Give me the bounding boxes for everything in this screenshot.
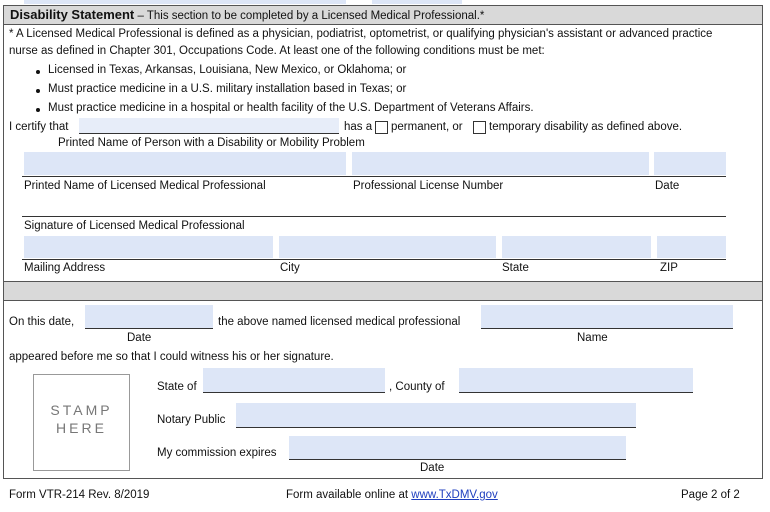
license-number-field[interactable]	[352, 152, 649, 175]
temporary-checkbox[interactable]	[473, 121, 486, 134]
permanent-checkbox[interactable]	[375, 121, 388, 134]
notary-name-underline	[481, 328, 733, 329]
stamp-label-2: HERE	[56, 420, 107, 436]
notary-public-underline	[236, 427, 636, 428]
professional-name-field[interactable]	[24, 152, 346, 175]
notary-band-bottom	[4, 300, 762, 301]
notary-state-field[interactable]	[203, 368, 385, 392]
appeared-text: appeared before me so that I could witness his or her signature.	[9, 351, 334, 363]
page-number: Page 2 of 2	[681, 489, 740, 501]
txdmv-link[interactable]: www.TxDMV.gov	[411, 489, 498, 501]
mailing-address-field[interactable]	[24, 236, 273, 258]
signature-caption: Signature of Licensed Medical Professional	[24, 220, 245, 232]
bullet-icon	[36, 108, 40, 112]
previous-section-field-fragment[interactable]	[24, 0, 346, 4]
notary-section-band	[4, 282, 762, 300]
certify-prefix: I certify that	[9, 121, 69, 133]
section-title: Disability Statement	[10, 7, 135, 22]
city-caption: City	[280, 262, 300, 274]
address-underline	[22, 259, 726, 260]
definition-line-1: * A Licensed Medical Professional is defined as a physician, podiatrist, optometrist, or qualifying physician's assistant or advanced practice	[9, 28, 713, 40]
person-name-field[interactable]	[79, 118, 339, 133]
zip-caption: ZIP	[660, 262, 678, 274]
on-this-date-label: On this date,	[9, 316, 75, 328]
above-named-label: the above named licensed medical professional	[218, 316, 461, 328]
notary-public-label: Notary Public	[157, 414, 226, 426]
notary-date-field[interactable]	[85, 305, 213, 328]
notary-county-field[interactable]	[459, 368, 693, 392]
bullet-icon	[36, 70, 40, 74]
zip-field[interactable]	[657, 236, 726, 258]
state-of-label: State of	[157, 381, 197, 393]
section-header	[10, 7, 484, 22]
notary-date-underline	[85, 328, 213, 329]
notary-state-underline	[203, 392, 385, 393]
header-divider	[4, 24, 762, 25]
stamp-box	[33, 374, 130, 471]
previous-section-field-fragment-2[interactable]	[372, 0, 462, 4]
available-online	[286, 489, 498, 501]
temporary-label: temporary disability as defined above.	[489, 121, 683, 133]
definition-line-2: nurse as defined in Chapter 301, Occupations Code. At least one of the following conditions must be met:	[9, 45, 545, 57]
notary-name-caption: Name	[577, 332, 608, 344]
professional-name-caption: Printed Name of Licensed Medical Professional	[24, 180, 266, 192]
stamp-label-1: STAMP	[50, 402, 113, 418]
city-field[interactable]	[279, 236, 496, 258]
date-caption: Date	[655, 180, 680, 192]
state-caption: State	[502, 262, 529, 274]
row1-underline	[22, 176, 726, 177]
section-subtitle: – This section to be completed by a Licensed Medical Professional.*	[134, 10, 485, 22]
signature-line	[22, 216, 726, 217]
condition-item: Must practice medicine in a hospital or health facility of the U.S. Department of Veterans Affairs.	[48, 102, 534, 114]
license-number-caption: Professional License Number	[353, 180, 504, 192]
available-online-text: Form available online at	[286, 489, 412, 501]
mailing-address-caption: Mailing Address	[24, 262, 106, 274]
commission-date-caption: Date	[420, 462, 445, 474]
form-id: Form VTR-214 Rev. 8/2019	[9, 489, 150, 501]
date-field[interactable]	[654, 152, 726, 175]
state-field[interactable]	[502, 236, 651, 258]
permanent-label: permanent, or	[391, 121, 463, 133]
county-of-label: , County of	[389, 381, 445, 393]
condition-item: Must practice medicine in a U.S. military installation based in Texas; or	[48, 83, 407, 95]
notary-county-underline	[459, 392, 693, 393]
commission-date-field[interactable]	[289, 436, 626, 459]
bullet-icon	[36, 89, 40, 93]
person-name-underline	[79, 133, 339, 134]
notary-date-caption: Date	[127, 332, 152, 344]
notary-public-field[interactable]	[236, 403, 636, 427]
commission-expires-label: My commission expires	[157, 447, 277, 459]
has-a-label: has a	[344, 121, 373, 133]
commission-date-underline	[289, 459, 626, 460]
condition-item: Licensed in Texas, Arkansas, Louisiana, New Mexico, or Oklahoma; or	[48, 64, 407, 76]
professional-name-notary-field[interactable]	[481, 305, 733, 328]
person-name-caption: Printed Name of Person with a Disability or Mobility Problem	[58, 137, 365, 149]
